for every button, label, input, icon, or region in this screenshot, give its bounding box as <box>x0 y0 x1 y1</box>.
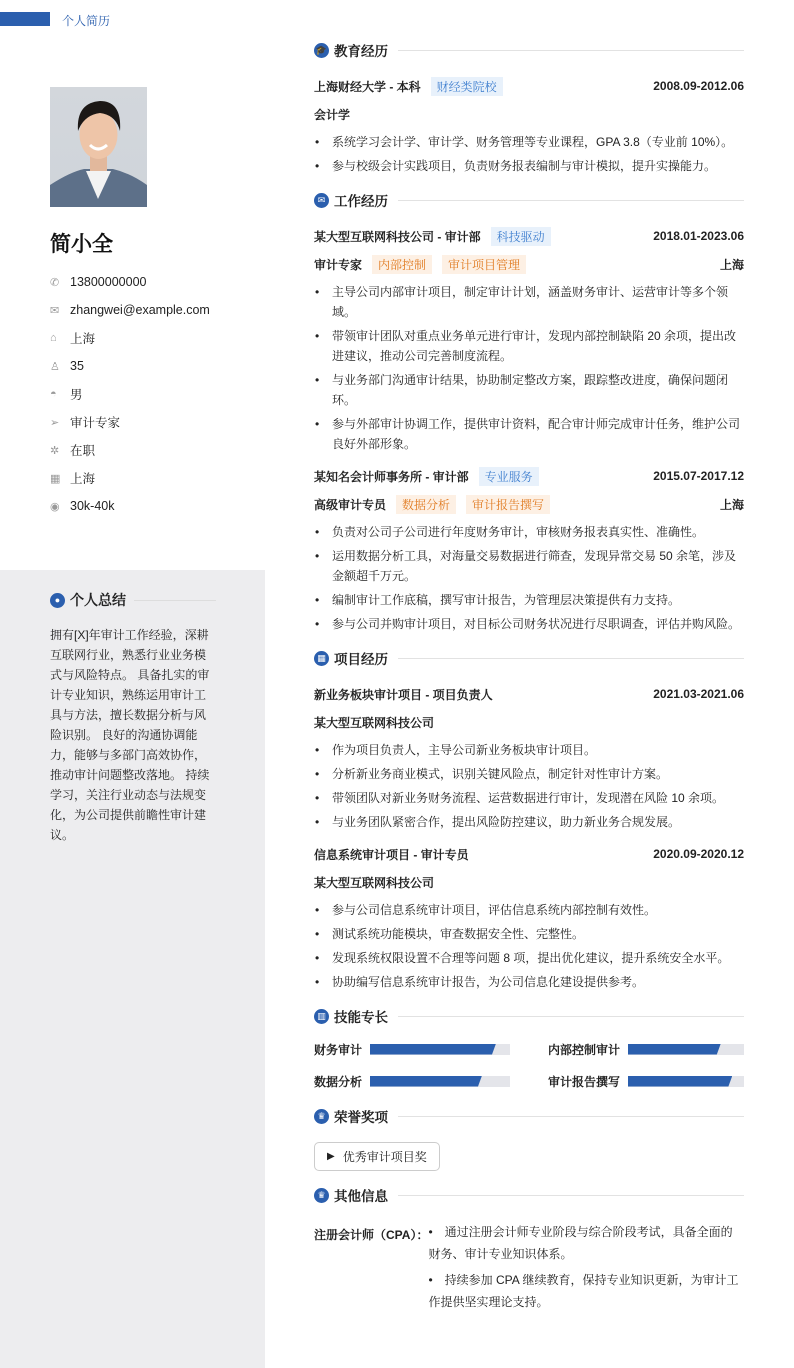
city-icon: ▦ <box>50 472 61 485</box>
skill-item <box>548 1042 744 1056</box>
bullet-item: • 分析新业务商业模式，识别关键风险点，制定针对性审计方案。 <box>314 764 744 784</box>
bullet-item: • 参与校级会计实践项目，负责财务报表编制与审计模拟，提升实操能力。 <box>314 156 744 176</box>
section-skills <box>314 1006 744 1088</box>
graduation-cap-icon: 🎓 <box>314 43 329 58</box>
row-left <box>314 227 551 246</box>
header-accent-bar <box>0 12 50 26</box>
school-tag: 财经类院校 <box>431 77 503 96</box>
user-icon: ● <box>50 593 65 608</box>
role-tag: 审计报告撰写 <box>466 495 550 514</box>
section-heading-projects <box>314 648 744 668</box>
major: 会计学 <box>314 107 351 122</box>
bullet-item: • 负责对公司子公司进行年度财务审计，审核财务报表真实性、准确性。 <box>314 522 744 542</box>
project-row <box>314 844 744 864</box>
skill-bar-fill <box>628 1044 721 1055</box>
skill-bar <box>628 1044 744 1055</box>
skill-item <box>314 1042 510 1056</box>
row-left <box>314 467 539 486</box>
bullet-item: • 与业务部门沟通审计结果，协助制定整改方案，跟踪整改进度，确保问题闭环。 <box>314 370 744 410</box>
info-text: 审计专家 <box>70 416 121 430</box>
bullet-item: • 参与公司信息系统审计项目，评估信息系统内部控制有效性。 <box>314 900 744 920</box>
divider <box>398 1116 744 1117</box>
project-org: 某大型互联网科技公司 <box>314 715 435 730</box>
info-row <box>50 492 210 520</box>
info-row <box>50 464 210 492</box>
summary-title: 个人总结 <box>70 592 126 608</box>
info-row <box>50 296 210 324</box>
bullet-item: • 参与公司并购审计项目，对目标公司财务状况进行尽职调查，评估并购风险。 <box>314 614 744 634</box>
section-heading-work <box>314 190 744 210</box>
age-icon: ♙ <box>50 360 60 373</box>
section-heading-skills <box>314 1006 744 1026</box>
skill-name: 数据分析 <box>314 1074 363 1089</box>
info-text: 在职 <box>70 444 96 458</box>
skill-item <box>314 1074 510 1088</box>
project-row <box>314 684 744 704</box>
skill-bar-fill <box>628 1076 732 1087</box>
skills-grid <box>314 1042 744 1088</box>
divider <box>398 658 744 659</box>
skill-name: 内部控制审计 <box>548 1042 621 1057</box>
home-icon: ⌂ <box>50 332 57 344</box>
skill-bar <box>370 1076 510 1087</box>
divider <box>134 600 216 601</box>
gender-icon: ◓ <box>50 388 57 400</box>
org-row <box>314 712 744 732</box>
other-info-row <box>314 1221 744 1317</box>
section-title: 项目经历 <box>334 652 388 667</box>
project-name: 新业务板块审计项目 - 项目负责人 <box>314 687 493 702</box>
bullet-list <box>314 740 744 832</box>
date: 2020.09-2020.12 <box>653 847 744 861</box>
avatar-photo <box>50 87 147 207</box>
project-name: 信息系统审计项目 - 审计专员 <box>314 847 469 862</box>
summary-heading <box>50 590 216 610</box>
contact-info-list <box>50 268 210 520</box>
school-name: 上海财经大学 - 本科 <box>314 79 421 94</box>
role-row <box>314 254 744 274</box>
education-item <box>314 76 744 176</box>
main-content <box>314 40 744 1317</box>
bullet-item: • 参与外部审计协调工作，提供审计资料，配合审计师完成审计任务，维护公司良好外部形象。 <box>314 414 744 454</box>
section-title: 其他信息 <box>334 1189 388 1204</box>
info-row <box>50 380 210 408</box>
bullet-item: • 主导公司内部审计项目，制定审计计划，涵盖财务审计、运营审计等多个领域。 <box>314 282 744 322</box>
role: 高级审计专员 <box>314 497 387 512</box>
job-icon: ➢ <box>50 416 60 429</box>
work-item <box>314 226 744 454</box>
section-awards <box>314 1106 744 1185</box>
sidebar <box>0 0 265 1368</box>
info-row <box>50 436 210 464</box>
row-left <box>314 495 550 514</box>
bullet-item: • 作为项目负责人，主导公司新业务板块审计项目。 <box>314 740 744 760</box>
bar-chart-icon: ▥ <box>314 1009 329 1024</box>
section-work <box>314 190 744 634</box>
section-title: 荣誉奖项 <box>334 1110 388 1125</box>
bullet-item: • 编制审计工作底稿，撰写审计报告，为管理层决策提供有力支持。 <box>314 590 744 610</box>
salary-icon: ◉ <box>50 500 60 513</box>
info-row <box>50 408 210 436</box>
work-row <box>314 226 744 246</box>
info-row <box>50 268 210 296</box>
header-title: 个人简历 <box>62 14 111 28</box>
bullet-item: • 持续参加 CPA 继续教育，保持专业知识更新，为审计工作提供坚实理论支持。 <box>428 1269 744 1313</box>
info-text: zhangwei@example.com <box>70 303 210 317</box>
award-name: 优秀审计项目奖 <box>342 1150 427 1164</box>
info-icon: ♛ <box>314 1188 329 1203</box>
mail-icon: ✉ <box>50 304 60 317</box>
bullet-list <box>314 900 744 992</box>
info-text: 上海 <box>70 332 96 346</box>
org-row <box>314 872 744 892</box>
section-heading-other <box>314 1185 744 1205</box>
project-item <box>314 684 744 832</box>
section-other <box>314 1185 744 1317</box>
summary-text: 拥有[X]年审计工作经验，深耕互联网行业，熟悉行业业务模式与风险特点。 具备扎实的审计专业知识，熟练运用审计工具与方法，擅长数据分析与风险识别。 良好的沟通协调能力，能够与多部门高效协作，推动审计问题整改落地。 持续学习，关注行业动态与法规变化，为公司提供前瞻性审计建议。 <box>50 628 210 842</box>
skill-bar <box>628 1076 744 1087</box>
section-heading-awards <box>314 1106 744 1126</box>
work-item <box>314 466 744 634</box>
award-icon: ♛ <box>314 1109 329 1124</box>
info-text: 13800000000 <box>70 275 147 289</box>
date: 2021.03-2021.06 <box>653 687 744 701</box>
role-tag: 审计项目管理 <box>442 255 526 274</box>
major-row <box>314 104 744 124</box>
date: 2008.09-2012.06 <box>653 79 744 93</box>
bullet-item: • 测试系统功能模块，审查数据安全性、完整性。 <box>314 924 744 944</box>
info-text: 35 <box>70 359 84 373</box>
other-label: 注册会计师（CPA）： <box>314 1228 429 1242</box>
divider <box>398 50 744 51</box>
info-text: 男 <box>70 388 83 402</box>
role: 审计专家 <box>314 257 363 272</box>
profile-name: 简小全 <box>50 233 113 256</box>
role-row <box>314 494 744 514</box>
skill-name: 审计报告撰写 <box>548 1074 621 1089</box>
section-heading-education <box>314 40 744 60</box>
info-row <box>50 352 210 380</box>
divider <box>398 200 744 201</box>
info-row <box>50 324 210 352</box>
project-item <box>314 844 744 992</box>
bullet-item: • 系统学习会计学、审计学、财务管理等专业课程，GPA 3.8（专业前 10%）。 <box>314 132 744 152</box>
section-education <box>314 40 744 176</box>
company-name: 某大型互联网科技公司 - 审计部 <box>314 229 481 244</box>
section-title: 工作经历 <box>334 194 388 209</box>
section-title: 教育经历 <box>334 44 388 59</box>
phone-icon: ✆ <box>50 276 60 289</box>
bullet-item: • 与业务团队紧密合作，提出风险防控建议，助力新业务合规发展。 <box>314 812 744 832</box>
grid-icon: ▦ <box>314 651 329 666</box>
info-text: 30k-40k <box>70 499 115 513</box>
status-icon: ✲ <box>50 444 60 457</box>
bullet-item: • 通过注册会计师专业阶段与综合阶段考试，具备全面的财务、审计专业知识体系。 <box>428 1221 744 1265</box>
section-projects <box>314 648 744 992</box>
section-title: 技能专长 <box>334 1010 388 1025</box>
skill-bar <box>370 1044 510 1055</box>
date: 2015.07-2017.12 <box>653 469 744 483</box>
bullet-item: • 协助编写信息系统审计报告，为公司信息化建设提供参考。 <box>314 972 744 992</box>
divider <box>398 1195 744 1196</box>
briefcase-icon: ✉ <box>314 193 329 208</box>
bullet-item: • 运用数据分析工具，对海量交易数据进行筛查，发现异常交易 50 余笔，涉及金额超千万元。 <box>314 546 744 586</box>
project-org: 某大型互联网科技公司 <box>314 875 435 890</box>
company-name: 某知名会计师事务所 - 审计部 <box>314 469 469 484</box>
city: 上海 <box>719 497 744 512</box>
skill-item <box>548 1074 744 1088</box>
work-row <box>314 466 744 486</box>
skill-bar-fill <box>370 1044 496 1055</box>
skill-name: 财务审计 <box>314 1042 363 1057</box>
divider <box>398 1016 744 1017</box>
info-text: 上海 <box>70 472 96 486</box>
bullet-list <box>314 132 744 176</box>
row-left <box>314 77 503 96</box>
skill-bar-fill <box>370 1076 482 1087</box>
company-tag: 科技驱动 <box>491 227 551 246</box>
bullet-item: • 带领团队对新业务财务流程、运营数据进行审计，发现潜在风险 10 余项。 <box>314 788 744 808</box>
date: 2018.01-2023.06 <box>653 229 744 243</box>
company-tag: 专业服务 <box>479 467 539 486</box>
bullet-list <box>314 522 744 634</box>
bullet-list <box>428 1221 744 1317</box>
bullet-item: • 带领审计团队对重点业务单元进行审计，发现内部控制缺陷 20 余项，提出改进建议，推动公司完善制度流程。 <box>314 326 744 366</box>
role-tag: 数据分析 <box>396 495 456 514</box>
city: 上海 <box>719 257 744 272</box>
role-tag: 内部控制 <box>372 255 432 274</box>
education-row <box>314 76 744 96</box>
play-triangle-icon: ▶ <box>327 1151 335 1162</box>
award-item[interactable] <box>314 1142 440 1171</box>
bullet-item: • 发现系统权限设置不合理等问题 8 项，提出优化建议，提升系统安全水平。 <box>314 948 744 968</box>
row-left <box>314 255 526 274</box>
bullet-list <box>314 282 744 454</box>
